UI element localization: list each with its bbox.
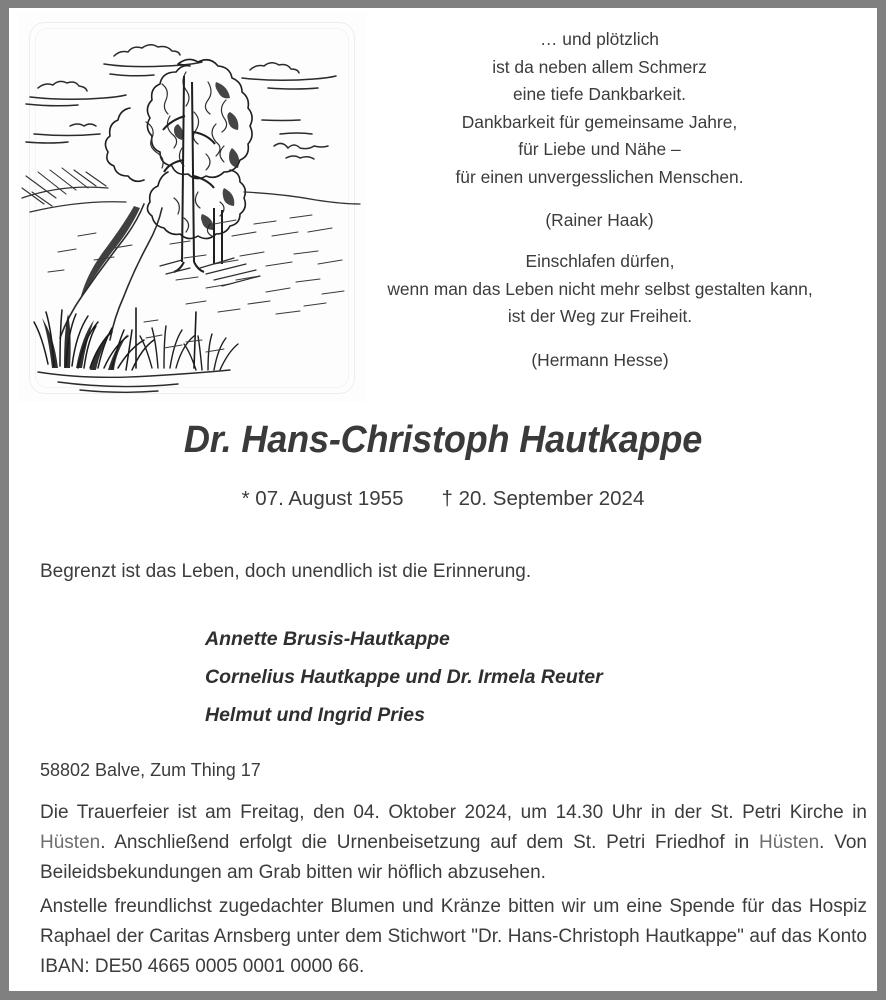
family-name-line: Cornelius Hautkappe und Dr. Irmela Reuter: [205, 666, 603, 688]
landscape-illustration: [18, 12, 366, 402]
quote-line: Dankbarkeit für gemeinsame Jahre,: [461, 111, 738, 132]
family-name-line: Annette Brusis-Hautkappe: [205, 628, 450, 650]
obituary-page: [9, 8, 877, 991]
quote-line: Einschlafen dürfen,: [525, 251, 675, 271]
quote-line: … und plötzlich: [540, 29, 659, 49]
address-line: 58802 Balve, Zum Thing 17: [40, 760, 261, 780]
birth-date: * 07. August 1955: [241, 487, 404, 510]
death-date: † 20. September 2024: [441, 487, 645, 510]
quote-line: ist da neben allem Schmerz: [492, 56, 707, 77]
ceremony-text-part-1: Die Trauerfeier ist am Freitag, den 04. Oktober 2024, um 14.30 Uhr in der St. Petri Kirche in: [40, 802, 867, 823]
ceremony-text-part-2: . Anschließend erfolgt die Urnenbeisetzung auf dem St. Petri Friedhof in: [100, 832, 759, 853]
ceremony-text-part-3: . Von Beileidsbekundungen am Grab bitten wir höflich abzusehen.: [40, 832, 867, 883]
place-name-huesten: Hüsten: [758, 832, 820, 853]
quote-line: ist der Weg zur Freiheit.: [507, 306, 693, 326]
quote-line: für Liebe und Nähe –: [518, 139, 681, 159]
donation-paragraph: Anstelle freundlichst zugedachter Blumen und Kränze bitten wir um eine Spende für das Hospiz Raphael der Caritas Arnsberg unter dem Stichwort "Dr. Hans-Christoph Hautkappe" auf das Konto IBAN: DE50 4665 0005 0001 0000 66.: [40, 896, 867, 977]
landscape-drawing-svg: [18, 12, 366, 402]
quote-line: wenn man das Leben nicht mehr selbst gestalten kann,: [387, 278, 813, 299]
quote-author: (Hermann Hesse): [531, 349, 669, 370]
quote-line: eine tiefe Dankbarkeit.: [512, 84, 687, 104]
ceremony-paragraph: [40, 798, 867, 888]
memorial-line: Begrenzt ist das Leben, doch unendlich ist die Erinnerung.: [40, 561, 532, 582]
quote-rainer-haak: [377, 26, 822, 235]
quote-line: für einen unvergesslichen Menschen.: [455, 166, 744, 187]
deceased-name: Dr. Hans-Christoph Hautkappe: [183, 419, 703, 461]
quote-author: (Rainer Haak): [545, 210, 654, 230]
family-name-line: Helmut und Ingrid Pries: [205, 704, 425, 726]
family-names: [205, 620, 603, 734]
place-name-huesten: Hüsten: [40, 832, 101, 853]
life-dates: [9, 487, 877, 511]
quote-hermann-hesse: [345, 248, 855, 374]
